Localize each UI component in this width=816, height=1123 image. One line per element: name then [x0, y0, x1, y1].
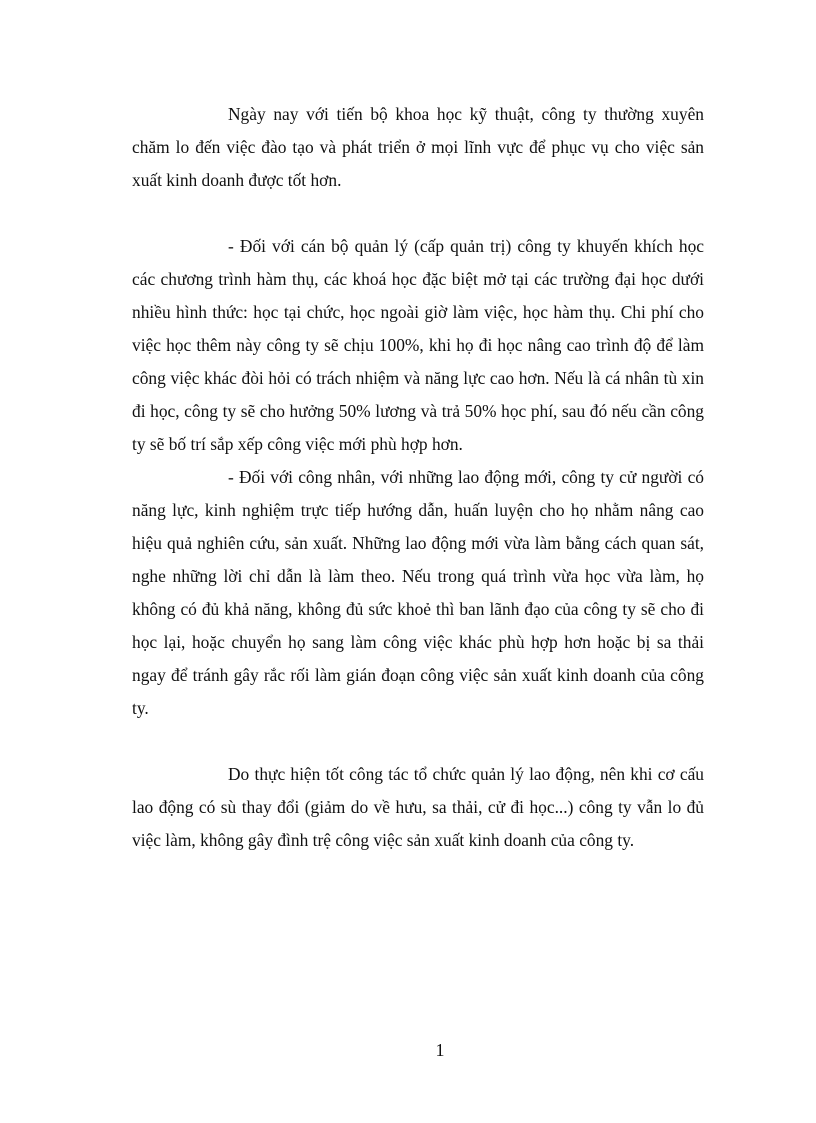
paragraph-conclusion: Do thực hiện tốt công tác tổ chức quản lý lao động, nên khi cơ cấu lao động có sù thay đổi (giảm do về hưu, sa thải, cử đi học...) công ty vẫn lo đủ việc làm, không gây đình trệ công việc sản xuất kinh doanh của công ty. — [132, 764, 704, 850]
document-body — [132, 98, 704, 857]
paragraph-workers: - Đối với công nhân, với những lao động mới, công ty cử người có năng lực, kinh nghiệm trực tiếp hướng dẫn, huấn luyện cho họ nhằm nâng cao hiệu quả nghiên cứu, sản xuất. Những lao động mới vừa làm bằng cách quan sát, nghe những lời chỉ dẫn là làm theo. Nếu trong quá trình vừa học vừa làm, họ không có đủ khả năng, không đủ sức khoẻ thì ban lãnh đạo của công ty sẽ cho đi học lại, hoặc chuyển họ sang làm công việc khác phù hợp hơn hoặc bị sa thải ngay để tránh gây rắc rối làm gián đoạn công việc sản xuất kinh doanh của công ty. — [132, 467, 704, 718]
page-number: 1 — [435, 1040, 445, 1060]
paragraph-managers: - Đối với cán bộ quản lý (cấp quản trị) công ty khuyến khích học các chương trình hàm thụ, các khoá học đặc biệt mở tại các trường đại học dưới nhiều hình thức: học tại chức, học ngoài giờ làm việc, học hàm thụ. Chi phí cho việc học thêm này công ty sẽ chịu 100%, khi họ đi học nâng cao trình độ để làm công việc khác đòi hỏi có trách nhiệm và năng lực cao hơn. Nếu là cá nhân tù xin đi học, công ty sẽ cho hưởng 50% lương và trả 50% học phí, sau đó nếu cần công ty sẽ bố trí sắp xếp công việc mới phù hợp hơn. — [132, 236, 704, 454]
paragraph-intro: Ngày nay với tiến bộ khoa học kỹ thuật, công ty thường xuyên chăm lo đến việc đào tạo và phát triển ở mọi lĩnh vực để phục vụ cho việc sản xuất kinh doanh được tốt hơn. — [132, 104, 704, 190]
